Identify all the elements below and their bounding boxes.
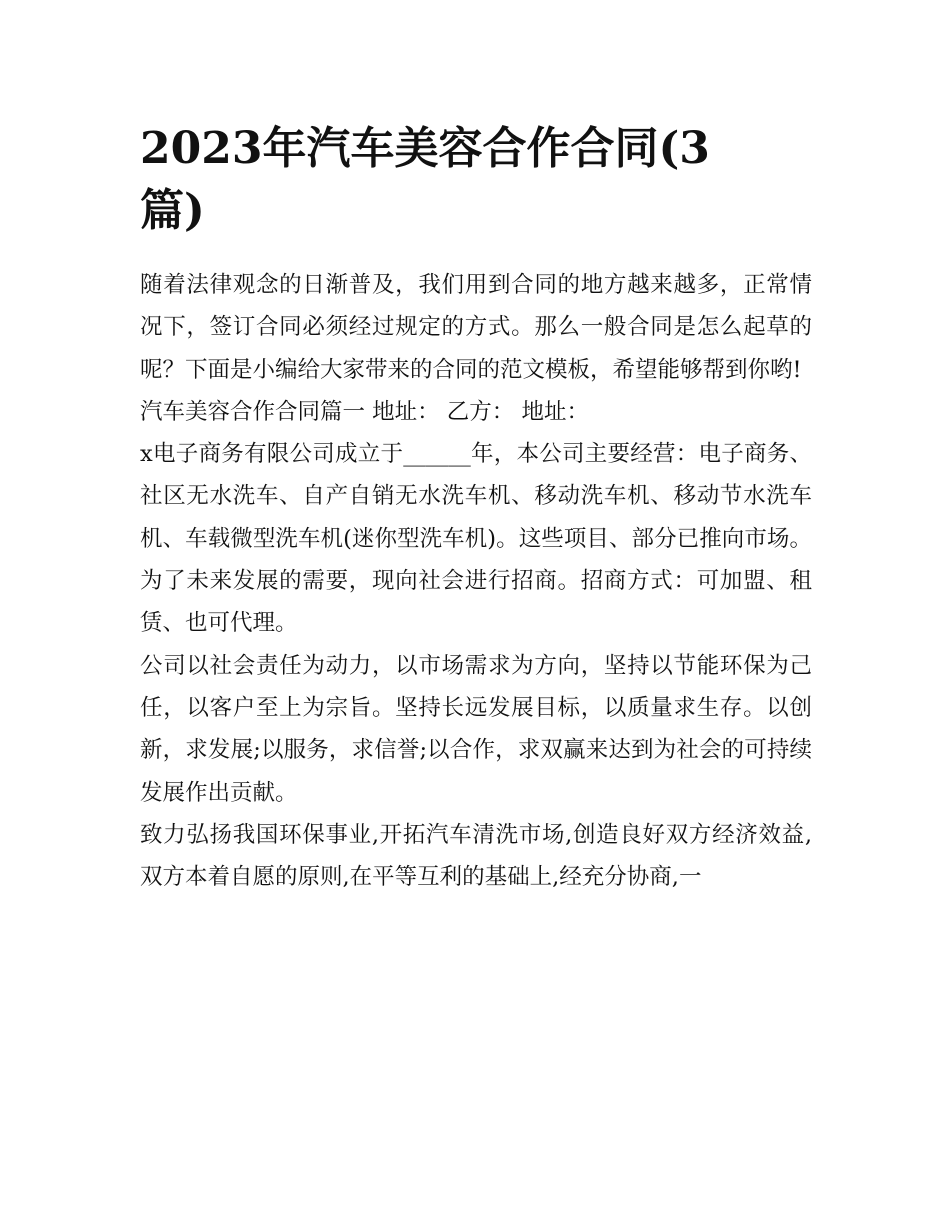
document-title: 2023年汽车美容合作合同(3篇) xyxy=(140,123,710,236)
contract-header-paragraph: 汽车美容合作合同篇一 地址： 乙方： 地址： xyxy=(140,398,589,425)
document-body xyxy=(140,118,812,898)
cooperation-paragraph: 致力弘扬我国环保事业,开拓汽车清洗市场,创造良好双方经济效益,双方本着自愿的原则,在平等互利的基础上,经充分协商,一 xyxy=(140,821,812,891)
company-intro-paragraph: x电子商务有限公司成立于______年，本公司主要经营：电子商务、社区无水洗车、自产自销无水洗车机、移动洗车机、移动节水洗车机、车载微型洗车机(迷你型洗车机)。这些项目、部分已推向市场。为了未来发展的需要，现向社会进行招商。招商方式：可加盟、租赁、也可代理。 xyxy=(140,441,812,637)
company-mission-paragraph: 公司以社会责任为动力，以市场需求为方向，坚持以节能环保为己任，以客户至上为宗旨。坚持长远发展目标，以质量求生存。以创新，求发展;以服务，求信誉;以合作，求双赢来达到为社会的可持续发展作出贡献。 xyxy=(140,652,812,806)
intro-paragraph: 随着法律观念的日渐普及，我们用到合同的地方越来越多，正常情况下，签订合同必须经过规定的方式。那么一般合同是怎么起草的呢？下面是小编给大家带来的合同的范文模板，希望能够帮到你哟! xyxy=(140,272,812,383)
